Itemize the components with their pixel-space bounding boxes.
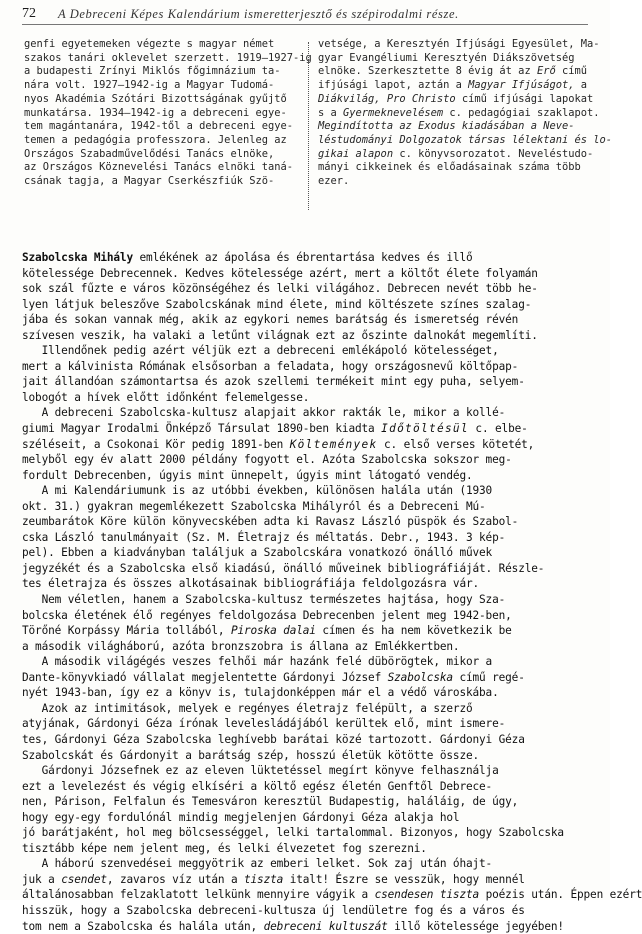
text-run: Dante-könyvkiadó vállalat megjelentette Gárdonyi József [22, 670, 388, 684]
article-line: fordult Debrecenben, úgyis mint ünnepelt, úgyis mint látogató vendég. [22, 468, 473, 482]
article-line [22, 887, 642, 903]
right-column-line [318, 79, 594, 93]
article-line: ezt a levelezést és végig elkíséri a költő egész életén Genftől Debrece- [22, 779, 493, 793]
right-column-line: Megindította az Exodus kiadásában a Neve- [318, 120, 575, 133]
article-line: A második világégés veszes felhői már hazánk felé dübörögtek, mikor a [22, 655, 493, 669]
right-column-line: vetsége, a Keresztyén Ifjúsági Egyesület, Ma- [318, 38, 600, 50]
left-column-line: tem magántanára, 1942-től a debreceni egye- [24, 120, 293, 133]
article-line: jába és sokan vannak még, akik az egykori nemes barátság és ismeretség révén [22, 313, 519, 327]
article-line [22, 872, 588, 888]
emphasis: tiszta [244, 872, 284, 886]
article-line: tes, Gárdonyi Géza Szabolcska leghívebb barátai közé tartozott. Gárdonyi Géza [22, 732, 525, 746]
article-line: Nem véletlen, hanem a Szabolcska-kultusz természetes hajtása, hogy Sza- [22, 593, 506, 607]
left-column-line: nára volt. 1927—1942-ig a Magyar Tudomá- [24, 79, 275, 92]
article-line: nen, Párison, Felfalun és Temesváron keresztül Budapestig, haláláig, de úgy, [22, 795, 519, 809]
text-run: giumi Magyar Irodalmi Önképző Társulat 1890-ben kiadta [22, 422, 382, 436]
left-column-line: szakos tanári oklevelet szerzett. 1919—1927-ig [24, 51, 312, 64]
page-number: 72 [22, 6, 36, 21]
text-run: című ifjúsági lapokat [455, 92, 594, 105]
left-column-line: a budapesti Zrínyi Miklós főgimnázium ta- [24, 65, 281, 78]
book-title: Szabolcska [387, 670, 453, 684]
periodical-title: Magyar Ifjúságot, [468, 79, 575, 92]
book-title: Időtöltésül [381, 422, 469, 436]
text-run: Törőné Korpássy Mária tollából, [22, 624, 231, 638]
left-column-line: genfi egyetemeken végezte s magyar német [24, 38, 275, 50]
column-divider [308, 42, 309, 210]
running-head: A Debreceni Képes Kalendárium ismeretterjesztő és szépirodalmi része. [58, 7, 459, 21]
article-line: cska László tanulmányait (Sz. M. Életrajz és méltatás. Debr., 1943. 3 kép- [22, 530, 506, 544]
article-line: hisszük, hogy a Szabolcska debreceni-kultusza új lendületre fog és a város és [22, 903, 525, 917]
text-run: italt! Észre se vesszük, hogy mennél [283, 872, 525, 886]
right-column-line [318, 65, 594, 79]
article-line: Gárdonyi Józsefnek ez az eleven lüktetéssel megírt könyve felhasználja [22, 764, 499, 778]
subject-name: Szabolcska Mihály [22, 251, 133, 264]
text-run: s a [318, 106, 344, 119]
article-line: atyjának, Gárdonyi Géza írónak levelesládájából kerültek elő, mint ismere- [22, 717, 506, 731]
left-column-line: munkatársa. 1934—1942-ig a debreceni egye- [24, 106, 287, 119]
article-line: sok szál fűzte e város közönségéhez és lelki világához. Debrecen nevét több he- [22, 282, 538, 296]
article-line: hogy egy-egy fordulónál mindig megjelenjen Gárdonyi Géza alakja hol [22, 810, 460, 824]
article-line [22, 421, 588, 437]
book-title: Költemények [289, 437, 378, 451]
page-header [22, 6, 588, 25]
text-run: c. elbe- [468, 422, 528, 436]
article-line: kötelessége Debrecennek. Kedves kötelessége azért, mert a költőt élete folyamán [22, 266, 538, 280]
article-line [22, 437, 588, 453]
text-run: ifjúsági lapot, aztán a [318, 79, 469, 92]
article-line: lobogót a hívek előtt időnként felemelgesse. [22, 390, 310, 404]
article-line: jegyzékét és a Szabolcska első kiadású, önálló műveinek bibliográfiáját. Részle- [22, 561, 545, 575]
article-line: pel). Ebben a kiadványban találjuk a Szabolcskára vonatkozó önálló művek [22, 546, 493, 560]
text-run: c. könyvsorozatot. Neveléstudo- [393, 147, 594, 160]
text-run: széléseit, a Csokonai Kör pedig 1891-ben [22, 437, 290, 451]
article-line: mert a kálvinista Rómának elsősorban a feladata, hogy országosnevű költőpap- [22, 359, 519, 373]
article-line [22, 670, 588, 686]
text-run: emlékének az ápolása és ébrentartása kedves és illő [133, 251, 473, 264]
text-run: illő kötelessége jegyében! [387, 919, 564, 933]
text-run: poézis után. Éppen ezért [479, 888, 642, 902]
article-line: A mi Kalendáriumunk is az utóbbi években, különösen halála után (1930 [22, 484, 493, 498]
text-run: juk a [22, 872, 62, 886]
text-run: tom nem a Szabolcska és halála után, [22, 919, 264, 933]
article-line: okt. 31.) gyakran megemlékezett Szabolcska Mihályról és a Debreceni Mú- [22, 499, 486, 513]
periodical-title: Gyermeknevelésem [343, 106, 444, 119]
right-column-line: mányi cikkeinek és előadásainak száma több [318, 161, 581, 174]
article-line: Szabolcskát és Gárdonyit a barátság szép, hosszú életük kötötte össze. [22, 748, 480, 762]
text-run: című [555, 65, 588, 78]
right-column-line: léstudományi Dolgozatok társas lélektani és lo- [318, 133, 613, 146]
left-column-line: csának tagja, a Magyar Cserkészfiúk Szö- [24, 175, 275, 188]
article-line: Azok az intimitások, melyek e regényes életrajz felépült, a szerző [22, 701, 473, 715]
article-line: Illendőnek pedig azért véljük ezt a debreceni emlékápoló kötelességet, [22, 344, 499, 358]
text-run: c. első verses kötetét, [377, 437, 535, 451]
article-line: lyen látjuk beleszőve Szabolcskának mind élete, mind költészete színes szalag- [22, 297, 532, 311]
article-line: tisztább képe nem jelent meg, és lelki élvezetet fog szerezni. [22, 841, 427, 855]
left-column [24, 38, 312, 189]
article-line: tes életrajza és összes alkotásainak bibliográfiája feldolgozásra vár. [22, 577, 480, 591]
text-run: elnöke. Szerkesztette 8 évig át az [318, 65, 537, 78]
article-line: A debreceni Szabolcska-kultusz alapjait akkor rakták le, mikor a kollé- [22, 406, 506, 420]
text-run: általánosabban felzaklatott lelkünk mennyire vágyik a [22, 888, 375, 902]
article-line [22, 623, 588, 639]
left-column-line: nyos Akadémia Szótári Bizottságának gyűjtő [24, 92, 287, 105]
article-line: jó barátjaként, hol meg bölcsességgel, lelki tartalommal. Bizonyos, hogy Szabolcska [22, 826, 564, 840]
right-column-line [318, 93, 594, 107]
periodical-title: Erő [536, 65, 556, 78]
article-line: bolcska életének élő regényes feldolgozása Debrecenben jelent meg 1942-ben, [22, 608, 512, 622]
two-column-section [22, 38, 613, 236]
article-body [22, 250, 642, 934]
right-column [318, 38, 613, 189]
periodical-title: Diákvilág, Pro Christo [318, 92, 456, 105]
article-line: a második világháború, azóta bronzszobra is állana az Emlékkertben. [22, 639, 460, 653]
left-column-line: Országos Szabadművelődési Tanács elnöke, [24, 147, 275, 160]
article-line [22, 250, 588, 266]
series-title: gikai alapon [318, 147, 394, 160]
article-line: jait állandóan számontartsa és azok szellemi termékeit mint egy puha, selyem- [22, 375, 525, 389]
article-line: szívesen veszik, ha valaki a letűnt világnak ezt az őszinte dalnokát megemlíti. [22, 328, 538, 342]
article-line: zeumbarátok Köre külön könyvecskében adta ki Ravasz László püspök és Szabol- [22, 515, 519, 529]
emphasis: debreceni kultuszát [263, 919, 388, 933]
article-line [22, 919, 588, 934]
text-run: címen és ha nem következik be [315, 624, 512, 638]
left-column-line: temen a pedagógia professzora. Jelenleg az [24, 133, 287, 146]
left-column-line: az Országos Köznevelési Tanács elnöki taná- [24, 161, 293, 174]
right-column-line: gyar Evangéliumi Keresztyén Diákszövetség [318, 51, 575, 64]
article-line: A háború szenvedései meggyötrik az emberi lelket. Sok zaj után óhajt- [22, 857, 493, 871]
right-column-line: ezer. [318, 175, 350, 188]
text-run: a [574, 79, 588, 92]
text-run: c. pedagógiai szaklapot. [443, 106, 600, 119]
emphasis: csendet [61, 872, 107, 886]
right-column-line [318, 106, 600, 121]
book-title: Piroska dalai [230, 624, 316, 638]
article-line: melyből egy év alatt 2000 példány fogyott el. Azóta Szabolcska sokszor meg- [22, 453, 512, 467]
article-line: nyét 1943-ban, így ez a könyv is, tulajdonképpen már el a védő városkába. [22, 686, 499, 700]
emphasis: csendesen tiszta [374, 888, 480, 902]
text-run: , zavaros víz után a [106, 872, 244, 886]
right-column-line [318, 148, 594, 162]
text-run: című regé- [452, 670, 525, 684]
